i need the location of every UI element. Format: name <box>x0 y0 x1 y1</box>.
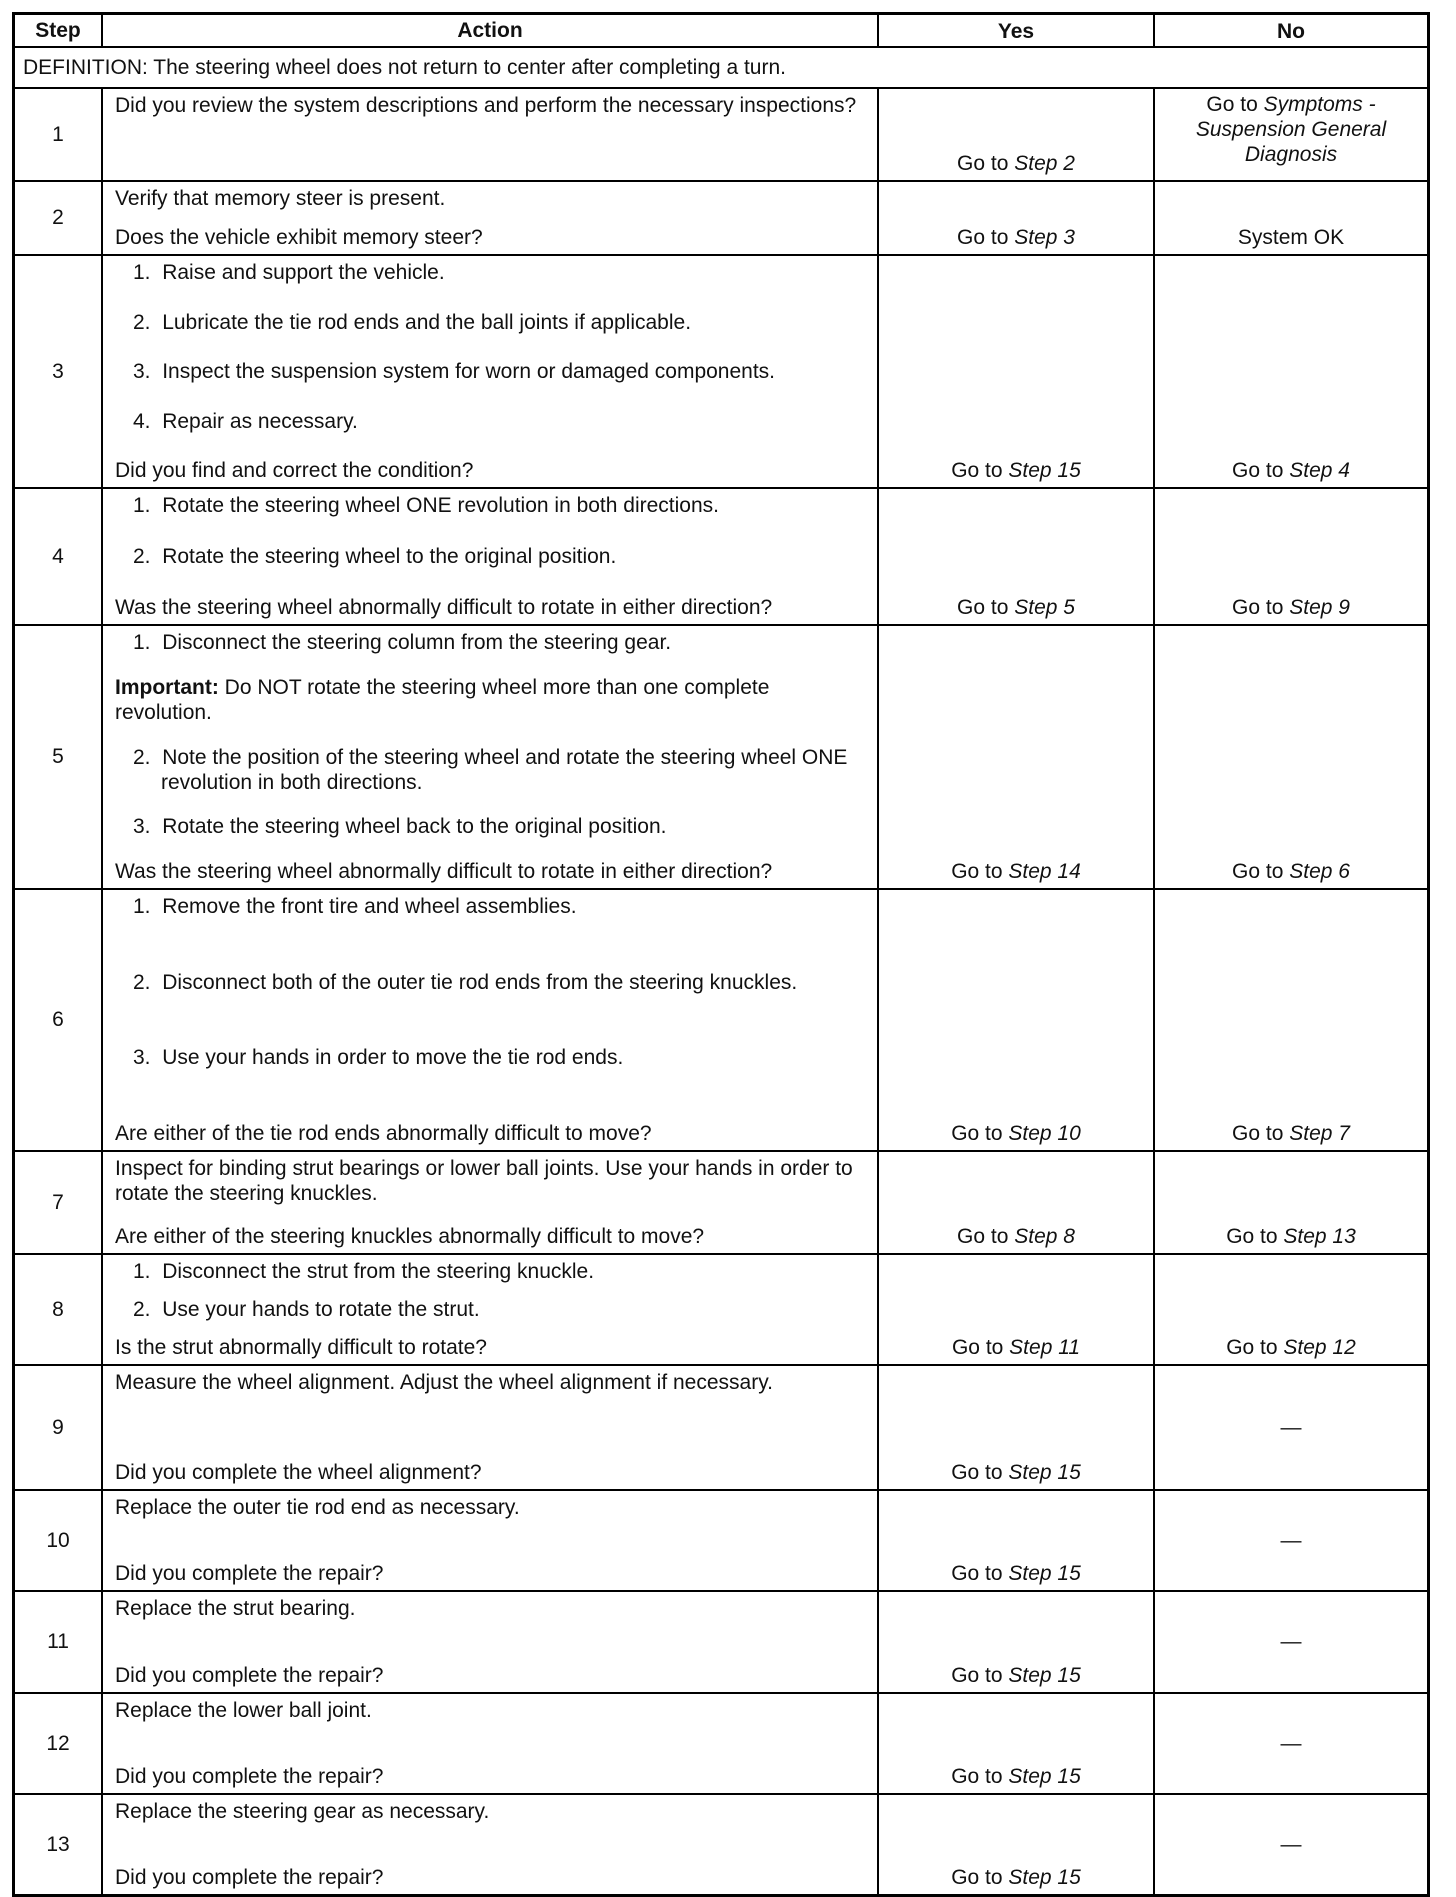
no-prefix: Go to <box>1226 1336 1284 1359</box>
list-number: 1. <box>133 494 151 517</box>
list-number: 1. <box>133 1260 151 1283</box>
list-number: 3. <box>133 360 151 383</box>
action-text: Remove the front tire and wheel assemblies. <box>162 895 577 918</box>
action-line <box>115 859 867 884</box>
action-lines <box>103 890 877 1150</box>
action-line <box>115 1370 867 1395</box>
action-cell <box>102 625 878 889</box>
no-prefix: — <box>1280 1528 1302 1552</box>
step-number: 5 <box>14 625 103 889</box>
action-cell <box>102 488 878 625</box>
yes-prefix: Go to <box>951 860 1009 883</box>
action-line <box>115 409 867 434</box>
yes-prefix: Go to <box>957 1225 1015 1248</box>
table-row <box>14 181 1429 255</box>
action-line <box>115 186 867 211</box>
yes-prefix: Go to <box>951 1461 1009 1484</box>
action-text: Use your hands in order to move the tie rod ends. <box>162 1046 624 1070</box>
action-text: Rotate the steering wheel to the original position. <box>162 545 617 568</box>
action-line <box>115 1495 867 1520</box>
action-line <box>115 745 867 795</box>
yes-cell <box>878 625 1154 889</box>
action-line <box>115 1297 867 1322</box>
yes-prefix: Go to <box>957 596 1015 619</box>
yes-step-link: Step 14 <box>1008 860 1081 883</box>
yes-step-link: Step 15 <box>1008 1461 1081 1484</box>
header-step: Step <box>14 14 103 48</box>
step-number: 6 <box>14 889 103 1151</box>
action-line <box>115 260 867 285</box>
no-cell <box>1154 625 1429 889</box>
list-number: 1. <box>133 895 151 918</box>
yes-cell <box>878 1693 1154 1794</box>
no-cell <box>1154 1365 1429 1490</box>
action-line <box>115 310 867 335</box>
list-number: 2. <box>133 745 151 769</box>
yes-cell <box>878 1490 1154 1591</box>
yes-prefix: Go to <box>951 1122 1009 1145</box>
no-prefix: Go to <box>1232 860 1290 883</box>
step-number: 3 <box>14 255 103 488</box>
action-cell <box>102 181 878 255</box>
action-text: Replace the steering gear as necessary. <box>115 1800 490 1823</box>
yes-cell <box>878 88 1154 181</box>
list-number: 1. <box>133 631 151 654</box>
action-line <box>115 1259 867 1284</box>
action-text: Measure the wheel alignment. Adjust the wheel alignment if necessary. <box>115 1371 773 1394</box>
no-step-link: Step 6 <box>1289 860 1350 883</box>
action-cell <box>102 1151 878 1254</box>
no-cell <box>1154 1490 1429 1591</box>
action-lines <box>103 89 877 180</box>
step-number: 8 <box>14 1254 103 1365</box>
yes-cell <box>878 1365 1154 1490</box>
action-line <box>115 93 867 118</box>
action-text: Did you complete the repair? <box>115 1765 384 1788</box>
yes-prefix: Go to <box>951 1866 1009 1889</box>
action-text: Rotate the steering wheel back to the original position. <box>162 815 667 839</box>
yes-step-link: Step 5 <box>1014 596 1075 619</box>
diagnostic-table <box>12 12 1430 1897</box>
action-cell <box>102 255 878 488</box>
action-text: Did you review the system descriptions and perform the necessary inspections? <box>115 94 857 117</box>
table-row <box>14 488 1429 625</box>
action-text: Rotate the steering wheel ONE revolution in both directions. <box>162 494 719 517</box>
no-cell <box>1154 181 1429 255</box>
action-line <box>115 1663 867 1688</box>
definition-row <box>14 47 1429 88</box>
action-line <box>115 814 867 839</box>
definition-text: DEFINITION: The steering wheel does not return to center after completing a turn. <box>14 47 1429 88</box>
action-lines <box>103 489 877 624</box>
action-text: Did you complete the repair? <box>115 1866 384 1889</box>
action-text: Replace the strut bearing. <box>115 1597 356 1620</box>
action-line <box>115 359 867 384</box>
no-cell <box>1154 1693 1429 1794</box>
table-row <box>14 1151 1429 1254</box>
action-text: Use your hands to rotate the strut. <box>162 1298 480 1321</box>
list-number: 4. <box>133 409 151 433</box>
action-text: Was the steering wheel abnormally difficult to rotate in either direction? <box>115 860 773 883</box>
action-line <box>115 225 867 250</box>
action-lines <box>103 1366 877 1489</box>
yes-step-link: Step 11 <box>1009 1336 1081 1359</box>
table-row <box>14 1490 1429 1591</box>
yes-prefix: Go to <box>951 1765 1009 1788</box>
action-cell <box>102 88 878 181</box>
action-line <box>115 1156 867 1206</box>
yes-step-link: Step 15 <box>1008 459 1081 482</box>
table-row <box>14 1693 1429 1794</box>
action-lines <box>103 256 877 487</box>
no-step-link: Step 9 <box>1289 596 1350 619</box>
action-line <box>115 1045 867 1070</box>
no-cell <box>1154 889 1429 1151</box>
action-line <box>115 544 867 569</box>
table-row <box>14 1365 1429 1490</box>
header-no: No <box>1154 14 1429 48</box>
yes-step-link: Step 8 <box>1014 1225 1075 1248</box>
step-number: 7 <box>14 1151 103 1254</box>
action-text: Disconnect both of the outer tie rod ends from the steering knuckles. <box>162 970 798 994</box>
no-step-link: Step 7 <box>1289 1122 1350 1145</box>
table-row <box>14 88 1429 181</box>
table-row <box>14 255 1429 488</box>
yes-step-link: Step 2 <box>1014 152 1075 175</box>
action-line <box>115 1698 867 1723</box>
no-prefix: System OK <box>1237 226 1345 249</box>
step-number: 4 <box>14 488 103 625</box>
no-prefix: — <box>1280 1630 1302 1653</box>
step-number: 1 <box>14 88 103 181</box>
header-action: Action <box>102 14 878 48</box>
no-cell <box>1154 1591 1429 1693</box>
table-row <box>14 1794 1429 1896</box>
table-row <box>14 1591 1429 1693</box>
no-step-link: Step 4 <box>1289 459 1350 482</box>
table-row <box>14 1254 1429 1365</box>
action-lines <box>103 1795 877 1894</box>
step-number: 9 <box>14 1365 103 1490</box>
step-number: 11 <box>14 1591 103 1693</box>
yes-cell <box>878 255 1154 488</box>
action-text: Is the strut abnormally difficult to rotate? <box>115 1336 487 1359</box>
no-prefix: Go to <box>1232 596 1290 619</box>
step-number: 10 <box>14 1490 103 1591</box>
action-lines <box>103 1255 877 1364</box>
no-step-link: Step 13 <box>1283 1225 1356 1248</box>
list-number: 1. <box>133 261 151 284</box>
action-line <box>115 970 867 995</box>
action-text: Does the vehicle exhibit memory steer? <box>115 226 483 249</box>
action-text: Replace the lower ball joint. <box>115 1699 372 1722</box>
action-text: Do NOT rotate the steering wheel more than one complete revolution. <box>115 675 770 724</box>
important-label: Important: <box>115 675 219 699</box>
action-line <box>115 1764 867 1789</box>
action-text: Did you find and correct the condition? <box>115 459 474 482</box>
yes-step-link: Step 15 <box>1008 1562 1081 1585</box>
yes-cell <box>878 1254 1154 1365</box>
yes-step-link: Step 3 <box>1014 226 1075 249</box>
action-cell <box>102 1490 878 1591</box>
action-lines <box>103 1694 877 1793</box>
action-lines <box>103 1152 877 1253</box>
action-text: Lubricate the tie rod ends and the ball joints if applicable. <box>162 310 692 334</box>
no-step-link: Symptoms - Suspension General Diagnosis <box>1195 93 1387 166</box>
no-prefix: Go to <box>1232 1122 1290 1145</box>
yes-cell <box>878 1591 1154 1693</box>
no-cell <box>1154 88 1429 181</box>
action-line <box>115 1460 867 1485</box>
list-number: 3. <box>133 815 151 839</box>
no-cell <box>1154 488 1429 625</box>
action-text: Note the position of the steering wheel and rotate the steering wheel ONE revolution in both directions. <box>161 745 848 794</box>
no-prefix: — <box>1280 1731 1302 1755</box>
action-lines <box>103 182 877 254</box>
yes-prefix: Go to <box>957 226 1015 249</box>
table-row <box>14 625 1429 889</box>
yes-cell <box>878 1794 1154 1896</box>
action-line <box>115 1335 867 1360</box>
action-text: Did you complete the repair? <box>115 1562 384 1585</box>
list-number: 3. <box>133 1046 151 1070</box>
no-cell <box>1154 1794 1429 1896</box>
action-text: Disconnect the steering column from the steering gear. <box>162 631 672 654</box>
action-line <box>115 630 867 655</box>
yes-prefix: Go to <box>951 1336 1010 1359</box>
action-lines <box>103 626 877 888</box>
yes-step-link: Step 10 <box>1008 1122 1081 1145</box>
action-text: Did you complete the repair? <box>115 1664 384 1687</box>
list-number: 2. <box>133 970 151 994</box>
action-line <box>115 493 867 518</box>
yes-prefix: Go to <box>951 459 1009 482</box>
action-cell <box>102 1254 878 1365</box>
table-row <box>14 889 1429 1151</box>
action-text: Disconnect the strut from the steering knuckle. <box>162 1260 595 1283</box>
action-lines <box>103 1592 877 1692</box>
action-line <box>115 675 867 725</box>
action-line <box>115 1121 867 1146</box>
action-lines <box>103 1491 877 1590</box>
yes-cell <box>878 889 1154 1151</box>
step-number: 13 <box>14 1794 103 1896</box>
no-prefix: — <box>1280 1415 1302 1439</box>
action-cell <box>102 1365 878 1490</box>
action-line <box>115 458 867 483</box>
action-text: Are either of the tie rod ends abnormally difficult to move? <box>115 1121 652 1145</box>
action-cell <box>102 1693 878 1794</box>
yes-cell <box>878 488 1154 625</box>
action-text: Was the steering wheel abnormally difficult to rotate in either direction? <box>115 596 773 619</box>
action-text: Inspect for binding strut bearings or lower ball joints. Use your hands in order to rotate the steering knuckles. <box>115 1157 853 1205</box>
list-number: 2. <box>133 545 151 568</box>
action-line <box>115 1865 867 1890</box>
action-line <box>115 1596 867 1621</box>
action-text: Raise and support the vehicle. <box>162 261 445 284</box>
action-line <box>115 595 867 620</box>
yes-cell <box>878 181 1154 255</box>
action-cell <box>102 1794 878 1896</box>
list-number: 2. <box>133 1298 151 1321</box>
action-cell <box>102 889 878 1151</box>
action-cell <box>102 1591 878 1693</box>
action-line <box>115 1799 867 1824</box>
header-yes: Yes <box>878 14 1154 48</box>
no-cell <box>1154 255 1429 488</box>
header-row <box>14 14 1429 48</box>
action-text: Did you complete the wheel alignment? <box>115 1461 482 1484</box>
no-step-link: Step 12 <box>1283 1336 1356 1359</box>
yes-prefix: Go to <box>957 152 1015 175</box>
no-cell <box>1154 1151 1429 1254</box>
action-line <box>115 894 867 919</box>
yes-prefix: Go to <box>951 1562 1009 1585</box>
list-number: 2. <box>133 310 151 334</box>
action-text: Replace the outer tie rod end as necessary. <box>115 1496 520 1519</box>
action-text: Verify that memory steer is present. <box>115 187 446 210</box>
yes-cell <box>878 1151 1154 1254</box>
no-prefix: Go to <box>1232 459 1290 482</box>
action-line <box>115 1561 867 1586</box>
yes-step-link: Step 15 <box>1008 1664 1081 1687</box>
no-prefix: — <box>1280 1832 1302 1856</box>
action-line <box>115 1224 867 1249</box>
yes-step-link: Step 15 <box>1008 1765 1081 1788</box>
action-text: Repair as necessary. <box>162 409 358 433</box>
step-number: 12 <box>14 1693 103 1794</box>
yes-step-link: Step 15 <box>1008 1866 1081 1889</box>
action-text: Are either of the steering knuckles abnormally difficult to move? <box>115 1225 705 1248</box>
yes-prefix: Go to <box>951 1664 1009 1687</box>
action-text: Inspect the suspension system for worn or damaged components. <box>162 360 776 383</box>
no-prefix: Go to <box>1206 93 1264 116</box>
step-number: 2 <box>14 181 103 255</box>
no-prefix: Go to <box>1226 1225 1284 1248</box>
no-cell <box>1154 1254 1429 1365</box>
